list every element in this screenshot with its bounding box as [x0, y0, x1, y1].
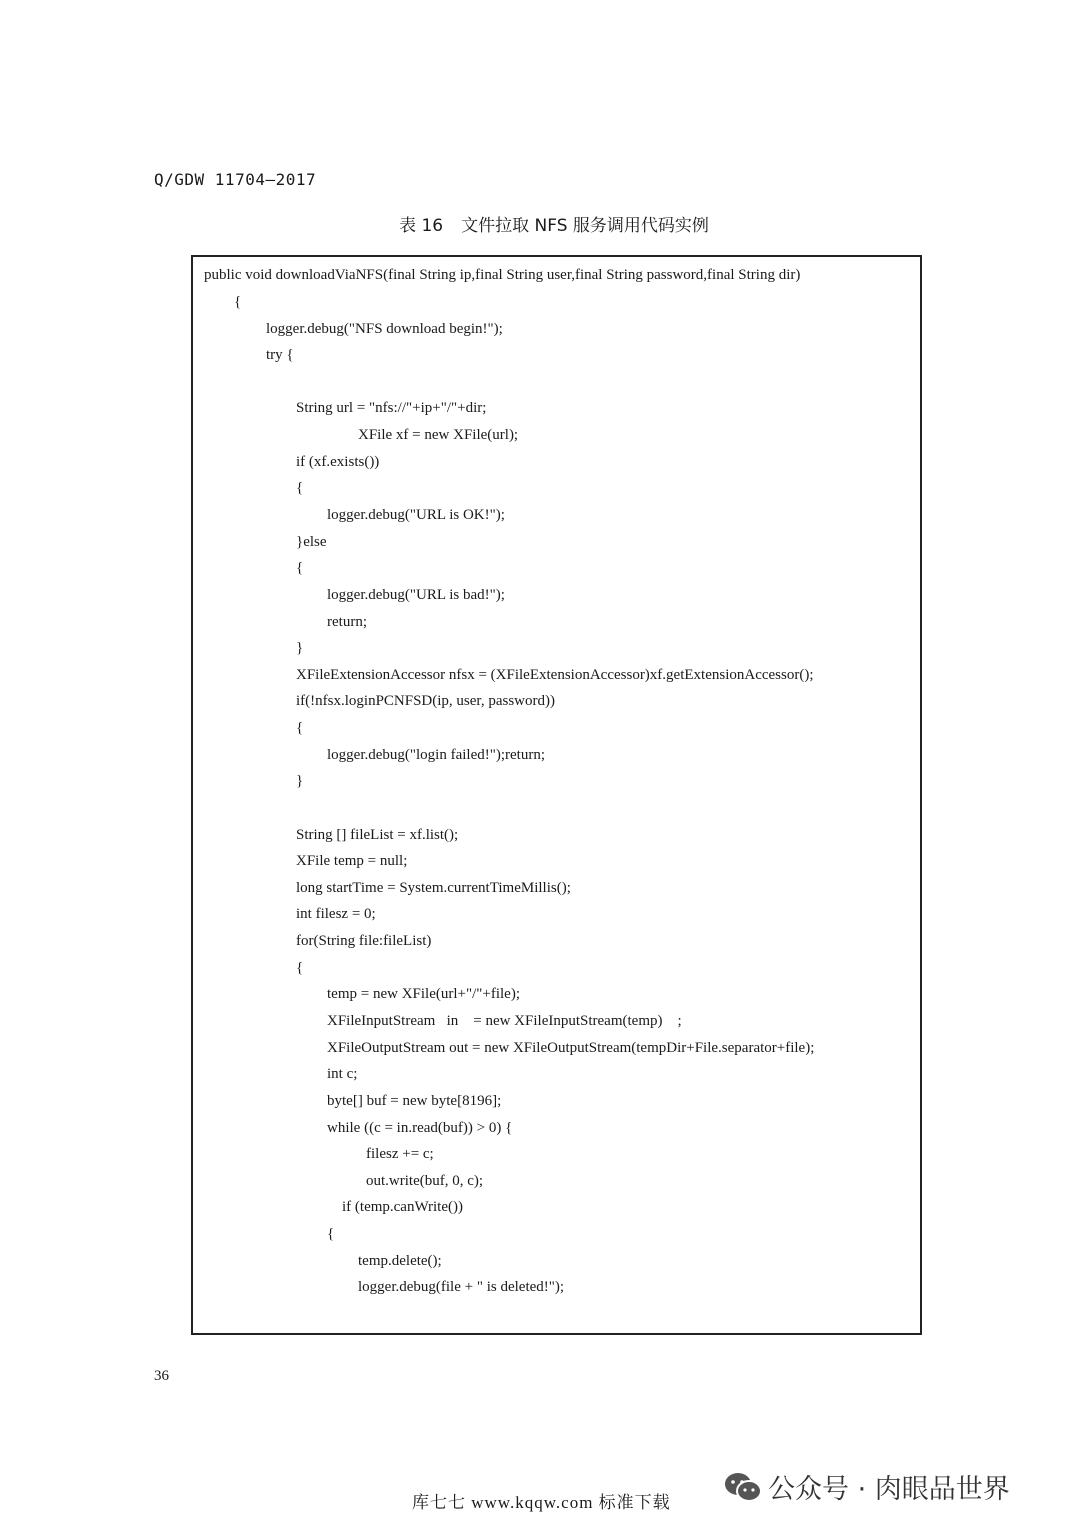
- page-number: 36: [154, 1368, 169, 1384]
- code-line: String url = "nfs://"+ip+"/"+dir;: [296, 400, 487, 416]
- table-caption: 文件拉取 NFS 服务调用代码实例: [461, 216, 709, 236]
- code-line: long startTime = System.currentTimeMillis();: [296, 880, 571, 896]
- code-line: temp = new XFile(url+"/"+file);: [327, 986, 521, 1002]
- code-line: String [] fileList = xf.list();: [296, 827, 459, 843]
- code-line: logger.debug("URL is OK!");: [327, 507, 505, 523]
- code-line: return;: [327, 614, 367, 630]
- code-line: {: [296, 480, 304, 496]
- code-line: XFile temp = null;: [296, 853, 408, 869]
- code-line: byte[] buf = new byte[8196];: [327, 1093, 502, 1109]
- code-line: if (temp.canWrite()): [342, 1199, 463, 1215]
- watermark-text: 公众号 · 肉眼品世界: [768, 1474, 1010, 1505]
- code-line: XFileInputStream in = new XFileInputStream(temp) ;: [327, 1013, 682, 1029]
- code-line: XFile xf = new XFile(url);: [358, 427, 519, 443]
- code-line: int filesz = 0;: [296, 906, 376, 922]
- code-line: XFileExtensionAccessor nfsx = (XFileExtensionAccessor)xf.getExtensionAccessor();: [296, 667, 814, 683]
- code-line: }: [296, 773, 304, 789]
- code-line: }else: [296, 534, 327, 550]
- table-number: 表 16: [399, 216, 444, 236]
- code-line: {: [234, 294, 242, 310]
- watermark: [724, 1467, 1010, 1506]
- code-line: logger.debug("URL is bad!");: [327, 587, 505, 603]
- code-line: public void downloadViaNFS(final String ip,final String user,final String password,final String dir): [204, 267, 801, 283]
- code-line: logger.debug("login failed!");return;: [327, 747, 546, 763]
- code-line: {: [296, 560, 304, 576]
- code-line: try {: [266, 347, 294, 363]
- code-line: {: [296, 960, 304, 976]
- code-line: logger.debug(file + " is deleted!");: [358, 1279, 565, 1295]
- code-line: {: [327, 1226, 335, 1242]
- code-line: out.write(buf, 0, c);: [366, 1173, 484, 1189]
- code-line: while ((c = in.read(buf)) > 0) {: [327, 1120, 513, 1136]
- wechat-icon: [724, 1471, 762, 1503]
- code-line: filesz += c;: [366, 1146, 434, 1162]
- footer-source: 库七七 www.kqqw.com 标准下载: [412, 1493, 671, 1512]
- code-line: {: [296, 720, 304, 736]
- code-line: temp.delete();: [358, 1253, 442, 1269]
- doc-id: Q/GDW 11704—2017: [154, 170, 317, 189]
- code-line: int c;: [327, 1066, 358, 1082]
- table-title: [0, 211, 1080, 236]
- code-line: if(!nfsx.loginPCNFSD(ip, user, password)): [296, 693, 555, 709]
- code-line: for(String file:fileList): [296, 933, 432, 949]
- code-line: if (xf.exists()): [296, 454, 380, 470]
- code-line: XFileOutputStream out = new XFileOutputStream(tempDir+File.separator+file);: [327, 1040, 815, 1056]
- code-line: }: [296, 640, 304, 656]
- code-line: logger.debug("NFS download begin!");: [266, 321, 503, 337]
